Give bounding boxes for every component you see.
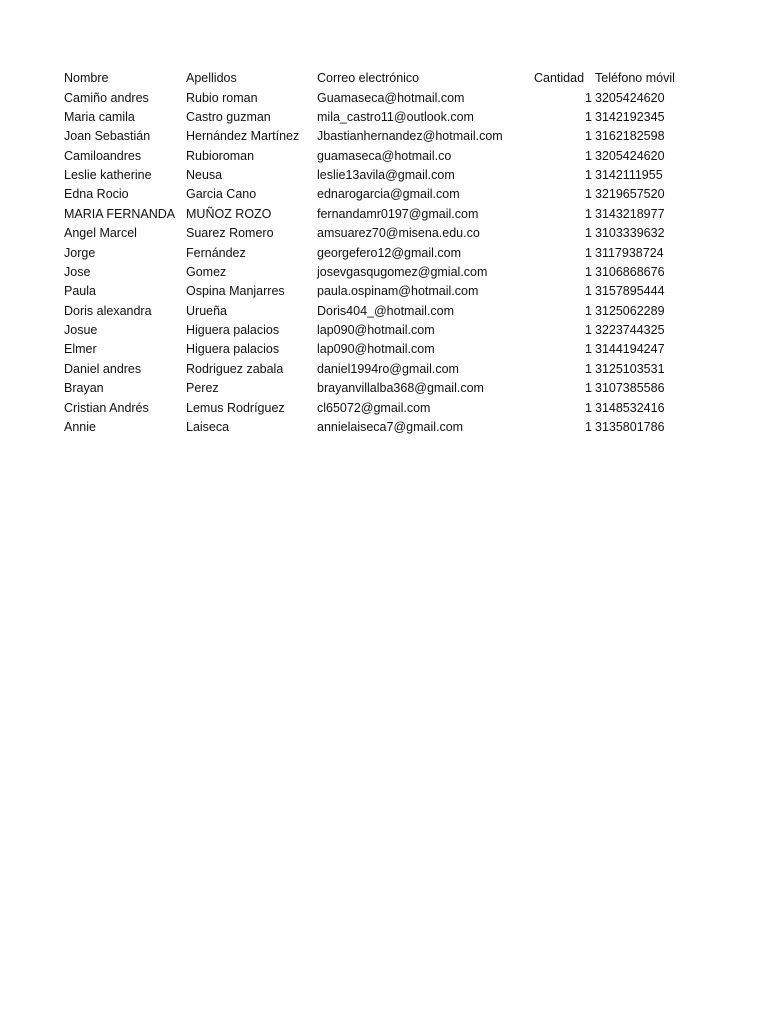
cell-telefono: 3106868676: [595, 265, 665, 279]
cell-correo: fernandamr0197@gmail.com: [317, 207, 479, 221]
cell-nombre: Edna Rocio: [64, 187, 129, 201]
cell-correo: amsuarez70@misena.edu.co: [317, 226, 480, 240]
cell-apellidos: Neusa: [186, 168, 223, 182]
header-nombre: Nombre: [64, 71, 109, 85]
table-row: [0, 379, 768, 398]
cell-cantidad: 1: [585, 91, 592, 105]
table-row: [0, 263, 768, 282]
cell-nombre: Josue: [64, 323, 98, 337]
cell-cantidad: 1: [585, 362, 592, 376]
header-correo: Correo electrónico: [317, 71, 420, 85]
cell-cantidad: 1: [585, 207, 592, 221]
cell-cantidad: 1: [585, 323, 592, 337]
cell-apellidos: Higuera palacios: [186, 342, 280, 356]
cell-telefono: 3107385586: [595, 381, 665, 395]
cell-correo: ednarogarcia@gmail.com: [317, 187, 460, 201]
cell-correo: Jbastianhernandez@hotmail.com: [317, 129, 503, 143]
cell-nombre: Joan Sebastián: [64, 129, 151, 143]
cell-apellidos: Higuera palacios: [186, 323, 280, 337]
cell-telefono: 3125062289: [595, 304, 665, 318]
cell-cantidad: 1: [585, 149, 592, 163]
cell-cantidad: 1: [585, 226, 592, 240]
table-row: [0, 340, 768, 359]
cell-cantidad: 1: [585, 246, 592, 260]
cell-correo: lap090@hotmail.com: [317, 323, 435, 337]
cell-nombre: Jose: [64, 265, 91, 279]
cell-correo: mila_castro11@outlook.com: [317, 110, 474, 124]
cell-correo: daniel1994ro@gmail.com: [317, 362, 459, 376]
header-cantidad: Cantidad: [534, 71, 585, 85]
cell-nombre: Cristian Andrés: [64, 401, 149, 415]
cell-telefono: 3148532416: [595, 401, 665, 415]
table-row: [0, 89, 768, 108]
cell-cantidad: 1: [585, 420, 592, 434]
table-row: [0, 205, 768, 224]
cell-correo: georgefero12@gmail.com: [317, 246, 462, 260]
cell-correo: paula.ospinam@hotmail.com: [317, 284, 479, 298]
cell-nombre: Leslie katherine: [64, 168, 152, 182]
cell-apellidos: Suarez Romero: [186, 226, 274, 240]
cell-cantidad: 1: [585, 110, 592, 124]
table-row: [0, 360, 768, 379]
cell-apellidos: Castro guzman: [186, 110, 271, 124]
cell-apellidos: Lemus Rodríguez: [186, 401, 285, 415]
cell-nombre: Brayan: [64, 381, 104, 395]
header-apellidos: Apellidos: [186, 71, 237, 85]
cell-cantidad: 1: [585, 265, 592, 279]
cell-nombre: MARIA FERNANDA: [64, 207, 176, 221]
cell-nombre: Angel Marcel: [64, 226, 137, 240]
table-row: [0, 147, 768, 166]
cell-cantidad: 1: [585, 342, 592, 356]
cell-nombre: Maria camila: [64, 110, 135, 124]
table-row: [0, 282, 768, 301]
cell-apellidos: Rubioroman: [186, 149, 255, 163]
cell-correo: josevgasqugomez@gmial.com: [317, 265, 488, 279]
cell-nombre: Camiloandres: [64, 149, 142, 163]
cell-telefono: 3162182598: [595, 129, 665, 143]
cell-apellidos: Fernández: [186, 246, 246, 260]
cell-telefono: 3142111955: [595, 168, 663, 182]
cell-telefono: 3205424620: [595, 91, 665, 105]
cell-correo: guamaseca@hotmail.co: [317, 149, 452, 163]
table-row: [0, 418, 768, 437]
cell-cantidad: 1: [585, 187, 592, 201]
table-row: [0, 127, 768, 146]
cell-telefono: 3205424620: [595, 149, 665, 163]
cell-telefono: 3143218977: [595, 207, 665, 221]
cell-nombre: Daniel andres: [64, 362, 142, 376]
cell-cantidad: 1: [585, 401, 592, 415]
cell-telefono: 3142192345: [595, 110, 665, 124]
cell-correo: Guamaseca@hotmail.com: [317, 91, 465, 105]
header-row: [0, 69, 768, 88]
cell-nombre: Camiño andres: [64, 91, 149, 105]
cell-correo: lap090@hotmail.com: [317, 342, 435, 356]
cell-apellidos: Rodriguez zabala: [186, 362, 284, 376]
cell-correo: cl65072@gmail.com: [317, 401, 431, 415]
table-row: [0, 244, 768, 263]
cell-apellidos: MUÑOZ ROZO: [186, 207, 272, 221]
cell-apellidos: Laiseca: [186, 420, 230, 434]
cell-telefono: 3157895444: [595, 284, 665, 298]
cell-cantidad: 1: [585, 129, 592, 143]
cell-telefono: 3117938724: [595, 246, 664, 260]
cell-correo: Doris404_@hotmail.com: [317, 304, 455, 318]
cell-apellidos: Garcia Cano: [186, 187, 257, 201]
cell-correo: annielaiseca7@gmail.com: [317, 420, 464, 434]
cell-telefono: 3144194247: [595, 342, 665, 356]
cell-cantidad: 1: [585, 381, 592, 395]
table-row: [0, 302, 768, 321]
cell-apellidos: Urueña: [186, 304, 227, 318]
table-row: [0, 166, 768, 185]
cell-telefono: 3223744325: [595, 323, 665, 337]
cell-nombre: Elmer: [64, 342, 97, 356]
cell-correo: leslie13avila@gmail.com: [317, 168, 455, 182]
cell-cantidad: 1: [585, 168, 592, 182]
table-row: [0, 108, 768, 127]
table-row: [0, 321, 768, 340]
cell-nombre: Annie: [64, 420, 96, 434]
header-telefono: Teléfono móvil: [595, 71, 675, 85]
cell-nombre: Paula: [64, 284, 96, 298]
cell-apellidos: Perez: [186, 381, 219, 395]
cell-apellidos: Ospina Manjarres: [186, 284, 285, 298]
cell-apellidos: Rubio roman: [186, 91, 258, 105]
cell-telefono: 3135801786: [595, 420, 665, 434]
cell-telefono: 3125103531: [595, 362, 665, 376]
cell-apellidos: Hernández Martínez: [186, 129, 300, 143]
cell-nombre: Jorge: [64, 246, 96, 260]
cell-apellidos: Gomez: [186, 265, 227, 279]
cell-correo: brayanvillalba368@gmail.com: [317, 381, 484, 395]
cell-telefono: 3219657520: [595, 187, 665, 201]
cell-cantidad: 1: [585, 284, 592, 298]
table-row: [0, 224, 768, 243]
cell-telefono: 3103339632: [595, 226, 665, 240]
cell-cantidad: 1: [585, 304, 592, 318]
table-row: [0, 399, 768, 418]
cell-nombre: Doris alexandra: [64, 304, 152, 318]
table-row: [0, 185, 768, 204]
